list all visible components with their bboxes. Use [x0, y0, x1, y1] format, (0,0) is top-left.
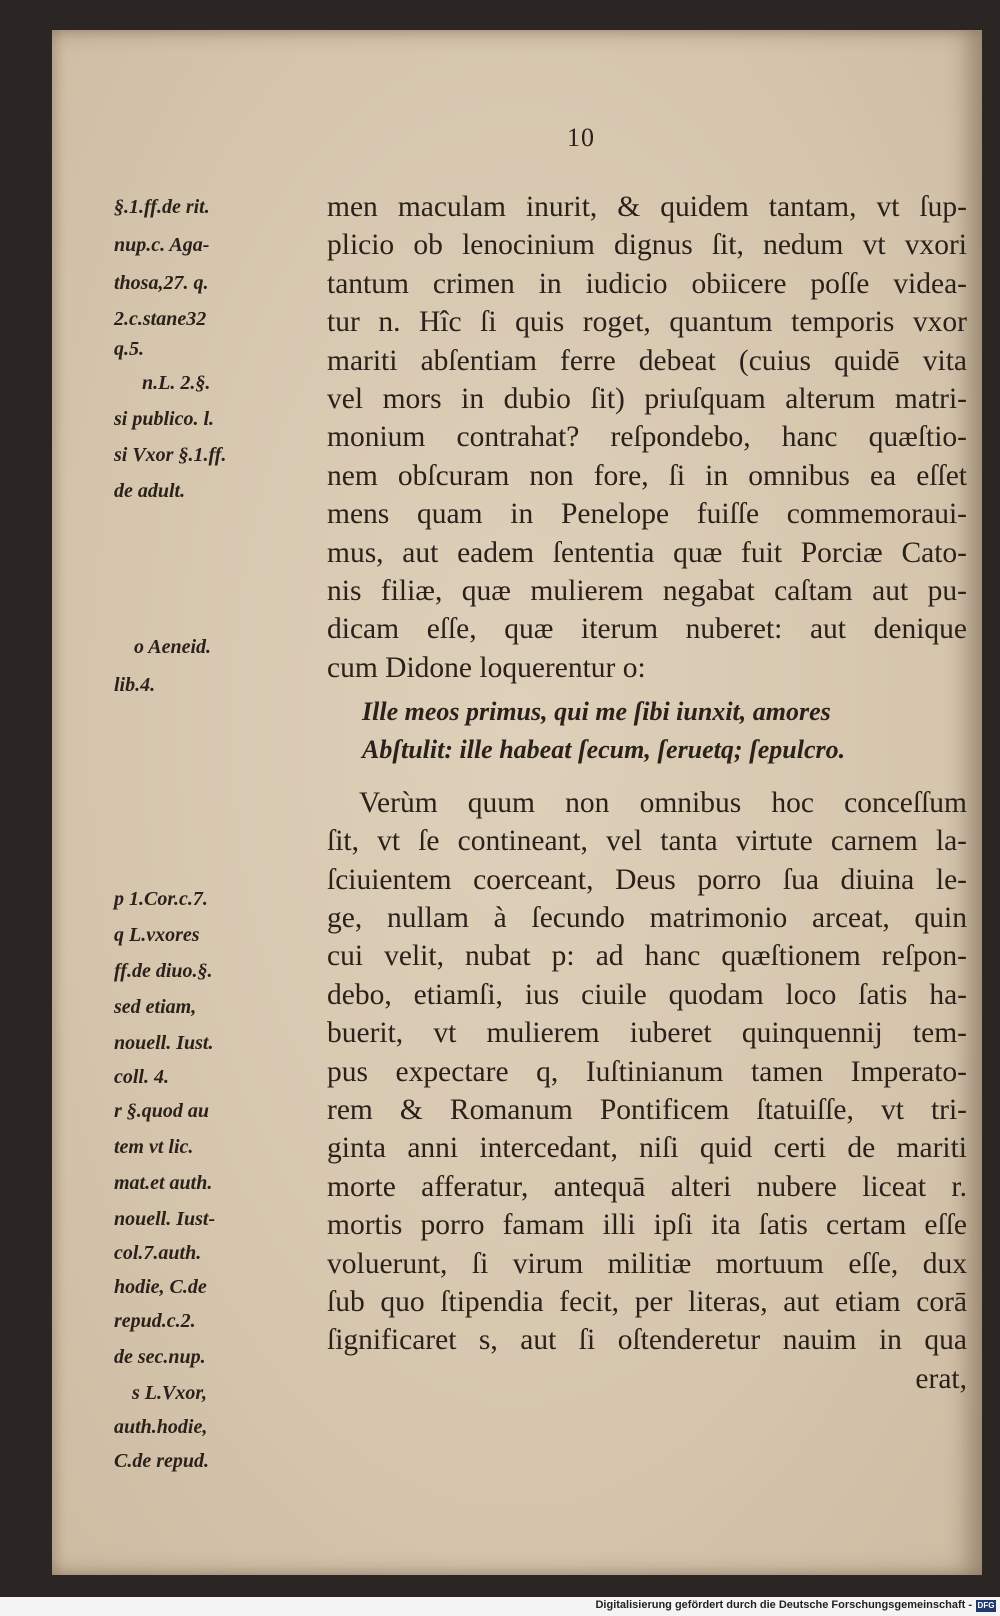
text-line: mortis porro famam illi ipſi ita ſatis certam eſſe — [327, 1209, 967, 1242]
text-line: cui velit, nubat p: ad hanc quæſtionem reſpon- — [327, 940, 967, 973]
text-line: ſciuientem coerceant, Deus porro ſua diuina le- — [327, 863, 967, 896]
margin-note: n.L. 2.§. — [142, 372, 211, 394]
text-line: ginta anni intercedant, niſi quid certi de mariti — [327, 1132, 967, 1165]
margin-note: nup.c. Aga- — [114, 234, 210, 256]
text-line: voluerunt, ſi virum militiæ mortuum eſſe, dux — [327, 1247, 967, 1280]
text-line: ge, nullam à ſecundo matrimonio arceat, quin — [327, 902, 967, 935]
margin-note: 2.c.stane32 — [114, 308, 207, 330]
text-line: ſit, vt ſe contineant, vel tanta virtute carnem la- — [327, 825, 967, 858]
text-line: plicio ob lenocinium dignus ſit, nedum vt vxori — [327, 229, 967, 262]
margin-note: col.7.auth. — [114, 1242, 202, 1264]
text-line: vel mors in dubio ſit) priuſquam alterum matri- — [327, 382, 967, 415]
dfg-logo: DFG — [977, 1601, 995, 1610]
margin-note: lib.4. — [114, 674, 156, 696]
margin-note: hodie, C.de — [114, 1276, 207, 1298]
text-line: ſub quo ſtipendia fecit, per literas, aut etiam corā — [327, 1285, 967, 1318]
page-number: 10 — [567, 123, 595, 152]
margin-note: q L.vxores — [114, 924, 200, 946]
body-text — [327, 188, 967, 1398]
footer-bar — [0, 1597, 1000, 1616]
text-line: debo, etiamſi, ius ciuile quodam loco ſatis ha- — [327, 978, 967, 1011]
margin-note: coll. 4. — [114, 1066, 169, 1088]
margin-note: sed etiam, — [114, 996, 197, 1018]
margin-note: §.1.ff.de rit. — [114, 196, 210, 218]
text-line: cum Didone loquerentur o: — [327, 651, 646, 684]
text-line: rem & Romanum Pontificem ſtatuiſſe, vt tri- — [327, 1093, 967, 1126]
margin-note: nouell. Iust- — [114, 1208, 216, 1230]
book-page — [52, 30, 982, 1575]
text-line: men maculam inurit, & quidem tantam, vt ſup- — [327, 191, 967, 223]
margin-note: si publico. l. — [114, 408, 215, 430]
text-line: nem obſcuram non fore, ſi in omnibus ea eſſet — [327, 459, 967, 492]
margin-note: de adult. — [114, 480, 186, 502]
margin-note: o Aeneid. — [134, 636, 212, 658]
text-line: pus expectare q, Iuſtinianum tamen Imperato- — [327, 1055, 967, 1088]
text-line: mariti abſentiam ferre debeat (cuius quidē vita — [327, 344, 967, 377]
text-line: ſignificaret s, aut ſi oſtenderetur nauim in qua — [327, 1324, 967, 1357]
text-line: nis filiæ, quæ mulierem negabat caſtam aut pu- — [327, 574, 967, 607]
margin-note: auth.hodie, — [114, 1416, 208, 1438]
text-line: monium contrahat? reſpondebo, hanc quæſtio- — [327, 421, 967, 454]
margin-note: ff.de diuo.§. — [114, 960, 213, 982]
margin-note: mat.et auth. — [114, 1172, 213, 1194]
margin-note: s L.Vxor, — [132, 1382, 208, 1404]
text-line: morte afferatur, antequā alteri nubere liceat r. — [327, 1170, 967, 1203]
text-line: tantum crimen in iudicio obiicere poſſe videa- — [327, 267, 967, 300]
text-line: buerit, vt mulierem iuberet quinquennij tem- — [327, 1017, 967, 1050]
verse-line: Ille meos primus, qui me ſibi iunxit, amores — [362, 697, 831, 727]
text-line: tur n. Hîc ſi quis roget, quantum temporis vxor — [327, 306, 967, 339]
text-line: Verùm quum non omnibus hoc conceſſum — [359, 786, 967, 819]
margin-note: tem vt lic. — [114, 1136, 194, 1158]
verse-line: Abſtulit: ille habeat ſecum, ſeruetq; ſepulcro. — [362, 735, 846, 765]
text-line: mus, aut eadem ſententia quæ fuit Porciæ Cato- — [327, 536, 967, 569]
margin-note: C.de repud. — [114, 1450, 209, 1472]
margin-note: q.5. — [114, 338, 144, 360]
margin-note: nouell. Iust. — [114, 1032, 214, 1054]
margin-note: p 1.Cor.c.7. — [114, 888, 208, 910]
text-line: dicam eſſe, quæ iterum nuberet: aut denique — [327, 613, 967, 646]
margin-note: repud.c.2. — [114, 1310, 196, 1332]
text-line: mens quam in Penelope fuiſſe commemoraui- — [327, 498, 967, 531]
catchword: erat, — [915, 1362, 967, 1395]
funding-notice: Digitalisierung gefördert durch die Deutsche Forschungsgemeinschaft - — [595, 1599, 972, 1611]
margin-note: thosa,27. q. — [114, 272, 209, 294]
margin-note: r §.quod au — [114, 1100, 210, 1122]
margin-note: de sec.nup. — [114, 1346, 206, 1368]
margin-note: si Vxor §.1.ff. — [114, 444, 227, 466]
